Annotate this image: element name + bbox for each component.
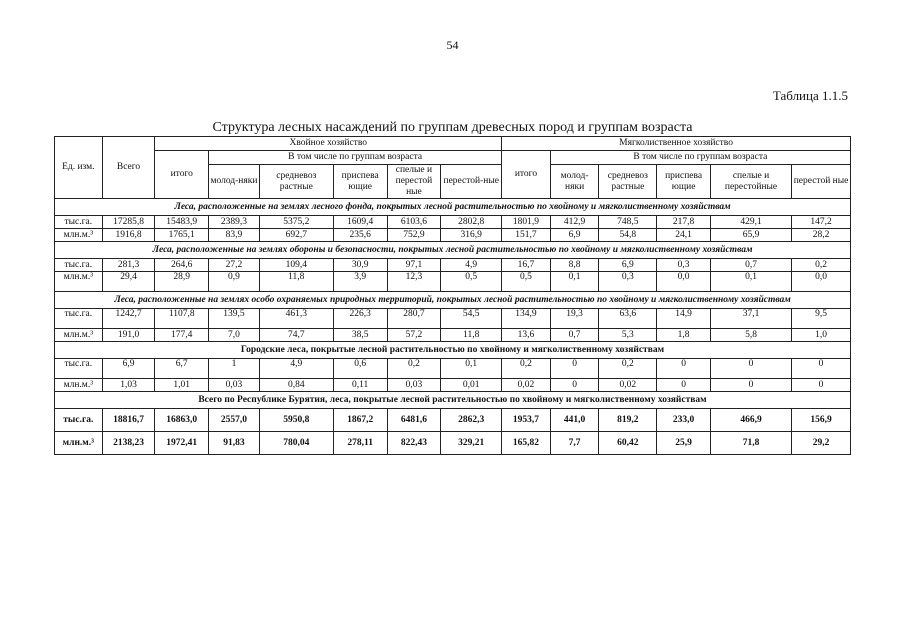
value-cell: 27,2 xyxy=(209,259,260,272)
table-row xyxy=(55,329,851,342)
value-cell: 5950,8 xyxy=(259,409,333,432)
value-cell: 11,8 xyxy=(441,329,502,342)
value-cell: 412,9 xyxy=(550,216,599,229)
value-cell: 28,2 xyxy=(792,229,851,242)
value-cell: 18816,7 xyxy=(102,409,155,432)
value-cell: 165,82 xyxy=(502,432,551,455)
value-cell: 0 xyxy=(792,379,851,392)
table-row xyxy=(55,379,851,392)
header-conifer-by-age: В том числе по группам возраста xyxy=(209,151,502,165)
value-cell: 83,9 xyxy=(209,229,260,242)
value-cell: 191,0 xyxy=(102,329,155,342)
value-cell: 16863,0 xyxy=(155,409,209,432)
value-cell: 3,9 xyxy=(333,272,387,292)
value-cell: 226,3 xyxy=(333,309,387,329)
value-cell: 0 xyxy=(550,379,599,392)
value-cell: 19,3 xyxy=(550,309,599,329)
value-cell: 0,7 xyxy=(550,329,599,342)
table-row xyxy=(55,229,851,242)
value-cell: 0,0 xyxy=(657,272,711,292)
value-cell: 54,5 xyxy=(441,309,502,329)
value-cell: 752,9 xyxy=(387,229,441,242)
value-cell: 7,7 xyxy=(550,432,599,455)
header-premature: приспева ющие xyxy=(333,165,387,199)
value-cell: 38,5 xyxy=(333,329,387,342)
value-cell: 0,11 xyxy=(333,379,387,392)
forest-structure-table xyxy=(54,136,851,455)
header-mature: спелые и перестой ные xyxy=(387,165,441,199)
value-cell: 217,8 xyxy=(657,216,711,229)
value-cell: 281,3 xyxy=(102,259,155,272)
value-cell: 25,9 xyxy=(657,432,711,455)
value-cell: 91,83 xyxy=(209,432,260,455)
header-d-middle: средневоз растные xyxy=(599,165,657,199)
section-header-row xyxy=(55,292,851,309)
header-total: Всего xyxy=(102,137,155,199)
value-cell: 0,2 xyxy=(502,359,551,379)
table-row xyxy=(55,359,851,379)
value-cell: 6481,6 xyxy=(387,409,441,432)
value-cell: 0,1 xyxy=(550,272,599,292)
unit-cell: млн.м.³ xyxy=(55,432,103,455)
value-cell: 1972,41 xyxy=(155,432,209,455)
value-cell: 235,6 xyxy=(333,229,387,242)
table-body xyxy=(55,199,851,455)
value-cell: 156,9 xyxy=(792,409,851,432)
value-cell: 2802,8 xyxy=(441,216,502,229)
value-cell: 9,5 xyxy=(792,309,851,329)
value-cell: 0,02 xyxy=(502,379,551,392)
value-cell: 29,2 xyxy=(792,432,851,455)
value-cell: 30,9 xyxy=(333,259,387,272)
value-cell: 2389,3 xyxy=(209,216,260,229)
value-cell: 6103,6 xyxy=(387,216,441,229)
header-deciduous: Мягколиственное хозяйство xyxy=(502,137,851,151)
table-row xyxy=(55,409,851,432)
section-title: Всего по Республике Бурятия, леса, покрытые лесной растительностью по хвойному и мягколиственному хозяйствам xyxy=(55,392,851,409)
header-conifer: Хвойное хозяйство xyxy=(155,137,502,151)
unit-cell: тыс.га. xyxy=(55,309,103,329)
value-cell: 461,3 xyxy=(259,309,333,329)
header-middle: средневоз растные xyxy=(259,165,333,199)
section-title: Городские леса, покрытые лесной растительностью по хвойному и мягколиственному хозяйствам xyxy=(55,342,851,359)
value-cell: 0 xyxy=(710,379,791,392)
value-cell: 12,3 xyxy=(387,272,441,292)
value-cell: 0,5 xyxy=(502,272,551,292)
value-cell: 0,03 xyxy=(209,379,260,392)
value-cell: 1,0 xyxy=(792,329,851,342)
value-cell: 0 xyxy=(657,379,711,392)
value-cell: 2557,0 xyxy=(209,409,260,432)
value-cell: 264,6 xyxy=(155,259,209,272)
value-cell: 15483,9 xyxy=(155,216,209,229)
section-header-row xyxy=(55,242,851,259)
value-cell: 6,9 xyxy=(102,359,155,379)
table-header xyxy=(55,137,851,199)
value-cell: 429,1 xyxy=(710,216,791,229)
value-cell: 441,0 xyxy=(550,409,599,432)
table-row xyxy=(55,259,851,272)
value-cell: 151,7 xyxy=(502,229,551,242)
value-cell: 28,9 xyxy=(155,272,209,292)
value-cell: 74,7 xyxy=(259,329,333,342)
value-cell: 4,9 xyxy=(441,259,502,272)
value-cell: 134,9 xyxy=(502,309,551,329)
value-cell: 0,84 xyxy=(259,379,333,392)
value-cell: 1867,2 xyxy=(333,409,387,432)
value-cell: 2138,23 xyxy=(102,432,155,455)
table-row xyxy=(55,216,851,229)
value-cell: 147,2 xyxy=(792,216,851,229)
value-cell: 1242,7 xyxy=(102,309,155,329)
page-number: 54 xyxy=(446,38,459,52)
value-cell: 0,5 xyxy=(441,272,502,292)
unit-cell: млн.м.³ xyxy=(55,272,103,292)
value-cell: 1,01 xyxy=(155,379,209,392)
value-cell: 0 xyxy=(550,359,599,379)
value-cell: 5375,2 xyxy=(259,216,333,229)
header-conifer-itogo: итого xyxy=(155,151,209,199)
value-cell: 13,6 xyxy=(502,329,551,342)
value-cell: 0,0 xyxy=(792,272,851,292)
value-cell: 748,5 xyxy=(599,216,657,229)
value-cell: 466,9 xyxy=(710,409,791,432)
header-d-premature: приспева ющие xyxy=(657,165,711,199)
value-cell: 0,03 xyxy=(387,379,441,392)
section-header-row xyxy=(55,199,851,216)
header-young: молод-няки xyxy=(209,165,260,199)
value-cell: 5,3 xyxy=(599,329,657,342)
value-cell: 11,8 xyxy=(259,272,333,292)
unit-cell: млн.м.³ xyxy=(55,379,103,392)
section-header-row xyxy=(55,392,851,409)
value-cell: 0,9 xyxy=(209,272,260,292)
value-cell: 1765,1 xyxy=(155,229,209,242)
value-cell: 0,3 xyxy=(599,272,657,292)
value-cell: 65,9 xyxy=(710,229,791,242)
value-cell: 37,1 xyxy=(710,309,791,329)
value-cell: 0,1 xyxy=(441,359,502,379)
value-cell: 0,1 xyxy=(710,272,791,292)
value-cell: 8,8 xyxy=(550,259,599,272)
value-cell: 6,9 xyxy=(550,229,599,242)
value-cell: 1107,8 xyxy=(155,309,209,329)
value-cell: 29,4 xyxy=(102,272,155,292)
value-cell: 0,6 xyxy=(333,359,387,379)
value-cell: 2862,3 xyxy=(441,409,502,432)
unit-cell: млн.м.³ xyxy=(55,229,103,242)
unit-cell: млн.м.³ xyxy=(55,329,103,342)
value-cell: 0 xyxy=(792,359,851,379)
value-cell: 822,43 xyxy=(387,432,441,455)
value-cell: 692,7 xyxy=(259,229,333,242)
value-cell: 1 xyxy=(209,359,260,379)
value-cell: 0 xyxy=(657,359,711,379)
value-cell: 780,04 xyxy=(259,432,333,455)
value-cell: 6,7 xyxy=(155,359,209,379)
section-header-row xyxy=(55,342,851,359)
value-cell: 63,6 xyxy=(599,309,657,329)
value-cell: 24,1 xyxy=(657,229,711,242)
value-cell: 233,0 xyxy=(657,409,711,432)
table-row xyxy=(55,432,851,455)
value-cell: 1916,8 xyxy=(102,229,155,242)
value-cell: 5,8 xyxy=(710,329,791,342)
value-cell: 0,3 xyxy=(657,259,711,272)
header-overmature: перестой-ные xyxy=(441,165,502,199)
header-unit: Ед. изм. xyxy=(55,137,103,199)
value-cell: 97,1 xyxy=(387,259,441,272)
unit-cell: тыс.га. xyxy=(55,216,103,229)
header-d-mature: спелые и перестойные xyxy=(710,165,791,199)
value-cell: 16,7 xyxy=(502,259,551,272)
unit-cell: тыс.га. xyxy=(55,359,103,379)
header-deciduous-itogo: итого xyxy=(502,151,551,199)
section-title: Леса, расположенные на землях особо охраняемых природных территорий, покрытых лесной растительностью по хвойному и мягколиственному хозяйствам xyxy=(55,292,851,309)
unit-cell: тыс.га. xyxy=(55,259,103,272)
value-cell: 0,2 xyxy=(387,359,441,379)
value-cell: 4,9 xyxy=(259,359,333,379)
value-cell: 71,8 xyxy=(710,432,791,455)
value-cell: 1609,4 xyxy=(333,216,387,229)
value-cell: 109,4 xyxy=(259,259,333,272)
value-cell: 1,8 xyxy=(657,329,711,342)
value-cell: 1801,9 xyxy=(502,216,551,229)
value-cell: 280,7 xyxy=(387,309,441,329)
value-cell: 0,7 xyxy=(710,259,791,272)
header-d-overmature: перестой ные xyxy=(792,165,851,199)
value-cell: 60,42 xyxy=(599,432,657,455)
value-cell: 177,4 xyxy=(155,329,209,342)
value-cell: 0,2 xyxy=(599,359,657,379)
value-cell: 54,8 xyxy=(599,229,657,242)
value-cell: 1,03 xyxy=(102,379,155,392)
table-row xyxy=(55,309,851,329)
value-cell: 57,2 xyxy=(387,329,441,342)
value-cell: 7,0 xyxy=(209,329,260,342)
value-cell: 139,5 xyxy=(209,309,260,329)
section-title: Леса, расположенные на землях обороны и безопасности, покрытых лесной растительностью по хвойному и мягколиственному хозяйствам xyxy=(55,242,851,259)
value-cell: 0,2 xyxy=(792,259,851,272)
header-d-young: молод-няки xyxy=(550,165,599,199)
table-label: Таблица 1.1.5 xyxy=(772,88,848,103)
value-cell: 329,21 xyxy=(441,432,502,455)
table-title: Структура лесных насаждений по группам древесных пород и группам возраста xyxy=(212,120,693,135)
table-row xyxy=(55,272,851,292)
header-deciduous-by-age: В том числе по группам возраста xyxy=(550,151,850,165)
value-cell: 6,9 xyxy=(599,259,657,272)
value-cell: 316,9 xyxy=(441,229,502,242)
value-cell: 14,9 xyxy=(657,309,711,329)
section-title: Леса, расположенные на землях лесного фонда, покрытых лесной растительностью по хвойному и мягколиственному хозяйствам xyxy=(55,199,851,216)
value-cell: 0,01 xyxy=(441,379,502,392)
value-cell: 278,11 xyxy=(333,432,387,455)
value-cell: 1953,7 xyxy=(502,409,551,432)
value-cell: 819,2 xyxy=(599,409,657,432)
unit-cell: тыс.га. xyxy=(55,409,103,432)
value-cell: 17285,8 xyxy=(102,216,155,229)
value-cell: 0 xyxy=(710,359,791,379)
value-cell: 0,02 xyxy=(599,379,657,392)
